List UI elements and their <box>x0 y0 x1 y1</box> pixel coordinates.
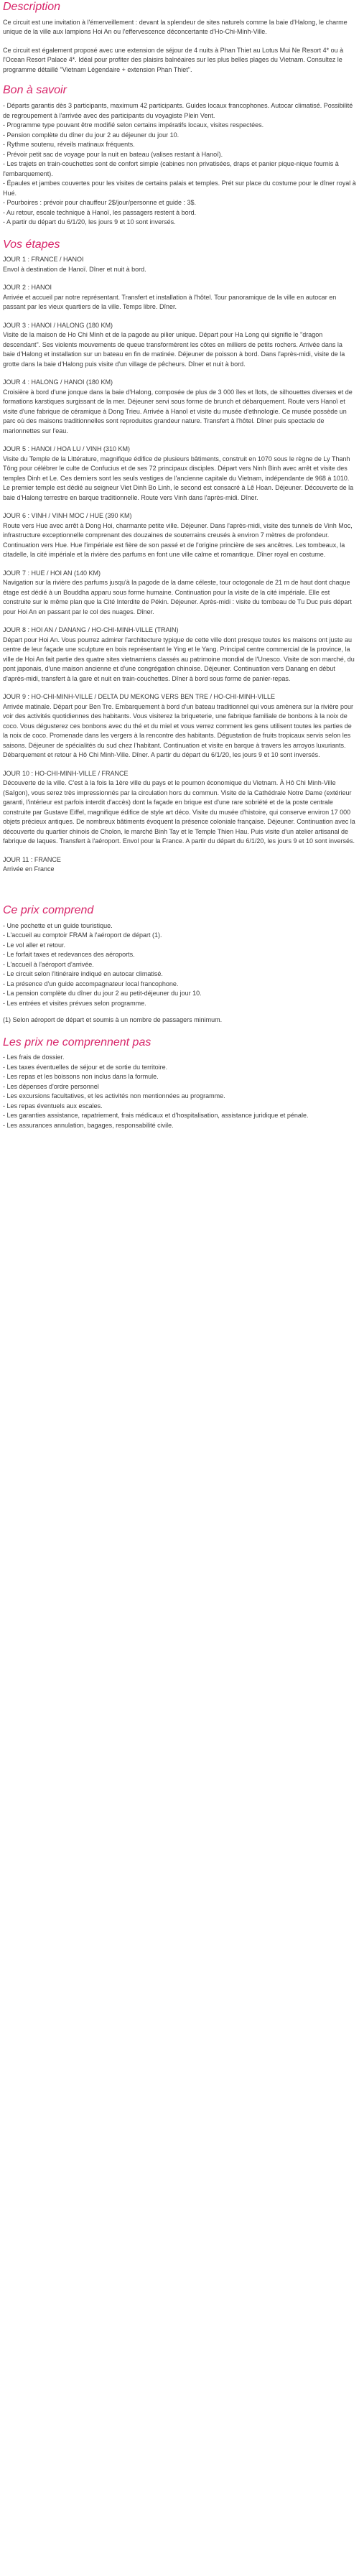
day-title: JOUR 7 : HUE / HOI AN (140 KM) <box>3 569 101 577</box>
good-to-know-item: - Départs garantis dès 3 participants, maximum 42 participants. Guides locaux francophones. Autocar climatisé. Possibilité de regroupement à l'arrivée avec des participants du voyagiste Plein Vent. <box>3 102 353 119</box>
itinerary-day <box>3 692 356 761</box>
itinerary-day <box>3 855 356 875</box>
price-includes-item: - L'accueil au comptoir FRAM à l'aéroport de départ (1). <box>3 931 162 939</box>
day-text: Arrivée matinale. Départ pour Ben Tre. Embarquement à bord d'un bateau traditionnel qui vous amènera sur la rivière pour voir des activités quotidiennes des habitants. Vous visiterez la briqueterie, une fabrique familiale de bonbons à la noix de coco. Vous dégusterez ces bonbons avec du thé et du miel et vous verrez comment les gens utilisent toutes les parties de la noix de coco. Promenade dans les vergers à la rencontre des habitants. Dégustation de fruits tropicaux servis selon les saisons. Déjeuner de spécialités du sud chez l'habitant. Continuation et visite en barque à travers les arroyos luxuriants. Débarquement et retour à Hô Chi Minh-Ville. Dîner. A partir du départ du 6/1/20, les jours 9 et 10 sont inversés. <box>3 702 353 759</box>
day-title: JOUR 2 : HANOI <box>3 284 52 292</box>
good-to-know-item: - Épaules et jambes couvertes pour les visites de certains palais et temples. Prét sur place du costume pour le dîner royal à Hué. <box>3 180 356 197</box>
itinerary-day <box>3 769 356 847</box>
day-title: JOUR 11 : FRANCE <box>3 855 61 863</box>
day-title: JOUR 1 : FRANCE / HANOI <box>3 256 84 264</box>
price-excludes-item: - Les garanties assistance, rapatriement, frais médicaux et d'hospitalisation, assistance juridique et pénale. <box>3 1112 309 1120</box>
price-includes-heading: Ce prix comprend <box>3 903 94 916</box>
description-paragraph-1: Ce circuit est une invitation à l'émerveillement : devant la splendeur de sites naturels comme la baie d'Halong, le charme unique de la ville aux lampions Hoi An ou l'effervescence déconcertante d'Ho-Chi-Minh-Ville. <box>3 18 348 36</box>
price-includes-section <box>3 903 356 1026</box>
itinerary-day <box>3 283 356 312</box>
good-to-know-list <box>3 101 356 228</box>
price-excludes-heading: Les prix ne comprennent pas <box>3 1036 151 1048</box>
day-text: Départ pour Hoi An. Vous pourrez admirer l'architecture typique de cette ville dont presque toutes les maisons ont juste au centre de leur façade une sculpture en bois représentant le Ying et le Yang. Principal centre commercial de la province, la ville de Hoi An fait partie des quatre sites vietnamiens classés au patrimoine mondial de l'Unesco. Visite de son marché, du pont japonais, d'une maison ancienne et d'une congrégation chinoise. Déjeuner. Continuation vers Danang en début d'après-midi, transfert à la gare et nuit en train-couchettes. Dîner à bord sous forme de panier-repas. <box>3 636 355 682</box>
day-title: JOUR 9 : HO-CHI-MINH-VILLE / DELTA DU MEKONG VERS BEN TRE / HO-CHI-MINH-VILLE <box>3 693 276 701</box>
price-excludes-list <box>3 1053 356 1130</box>
price-includes-footnote: (1) Selon aéroport de départ et soumis à un nombre de passagers minimum. <box>3 1016 223 1024</box>
day-text: Arrivée en France <box>3 865 55 873</box>
day-text: Arrivée et accueil par notre représentant. Transfert et installation à l'hôtel. Tour panoramique de la ville en autocar en passant par les vieux quartiers de la ville. Temps libre. Dîner. <box>3 293 337 311</box>
itinerary-day <box>3 255 356 274</box>
day-title: JOUR 5 : HANOI / HOA LU / VINH (310 KM) <box>3 445 131 453</box>
price-excludes-item: - Les assurances annulation, bagages, responsabilité civile. <box>3 1121 174 1129</box>
price-excludes-section <box>3 1036 356 1131</box>
description-paragraph-2: Ce circuit est également proposé avec une extension de séjour de 4 nuits à Phan Thiet au Lotus Mui Ne Resort 4* ou à l'Ocean Resort Palace 4*. Idéal pour profiter des plaisirs balnéaires sur les plus belles plages du Vietnam. Consultez le programme détaillé "Vietnam Légendaire + extension Phan Thiet". <box>3 46 344 73</box>
price-includes-item: - La pension complète du dîner du jour 2 au petit-déjeuner du jour 10. <box>3 990 202 998</box>
price-excludes-item: - Les repas et les boissons non inclus dans la formule. <box>3 1073 159 1081</box>
description-section <box>3 0 356 75</box>
day-title: JOUR 4 : HALONG / HANOI (180 KM) <box>3 378 113 386</box>
day-title: JOUR 6 : VINH / VINH MOC / HUE (390 KM) <box>3 512 132 520</box>
page <box>0 0 359 1130</box>
itinerary-day <box>3 445 356 503</box>
itinerary-section <box>3 238 356 875</box>
price-excludes-item: - Les frais de dossier. <box>3 1054 65 1061</box>
day-text: Découverte de la ville. C'est à la fois la 1ère ville du pays et le poumon économique du Vietnam. À Hô Chi Minh-Ville (Saïgon), vous serez très impressionnés par la circulation hors du commun. Visite de la Cathédrale Notre Dame (extérieur garanti, l'intérieur est parfois interdit d'accès) dont la façade en brique est d'une rare sobriété et de la poste centrale construite par Gustave Eiffel, magnifique édifice de style art déco. Visite du musée d'histoire, qui conserve environ 17 000 objets précieux antiques. De nombreux bâtiments évoquent la présence coloniale française. Déjeuner. Continuation avec la découverte du quartier chinois de Cholon, le marché Binh Tay et le Temple Thien Hau. Puis visite d'un atelier artisanal de fabrique de laques. Transfert à l'aéroport. Envol pour la France. A partir du départ du 6/1/20, les jours 9 et 10 sont inversés. <box>3 779 355 845</box>
price-excludes-item: - Les excursions facultatives, et les activités non mentionnées au programme. <box>3 1092 225 1100</box>
day-text: Route vers Hue avec arrêt à Dong Hoi, charmante petite ville. Déjeuner. Dans l'après-midi, visite des tunnels de Vinh Moc, infrastructure exceptionnelle comprenant des douzaines de souterrains creusés à environ 7 mètres de profondeur. Continuation vers Hue. Hue l'impériale est fière de son passé et de l'origine princière de ses ancêtres. Les tombeaux, la citadelle, la cité impériale et la rivière des parfums en font une ville calme et romantique. Dîner royal en costume. <box>3 521 353 559</box>
price-excludes-item: - Les taxes éventuelles de séjour et de sortie du territoire. <box>3 1063 168 1071</box>
itinerary-heading: Vos étapes <box>3 238 60 251</box>
price-includes-item: - Le circuit selon l'itinéraire indiqué en autocar climatisé. <box>3 970 163 978</box>
price-includes-item: - L'accueil à l'aéroport d'arrivée. <box>3 960 94 968</box>
day-title: JOUR 8 : HOI AN / DANANG / HO-CHI-MINH-VILLE (TRAIN) <box>3 626 179 634</box>
day-text: Navigation sur la rivière des parfums jusqu'à la pagode de la dame céleste, tour octogonale de 21 m de haut dont chaque étage est dédié à un Bouddha apparu sous forme humaine. Continuation pour la visite de la cité impériale. Elle est construite sur le même plan que la Cité Interdite de Pékin. Déjeuner. Après-midi : visite du tombeau de Tu Duc puis départ pour Hoi An en passant par le col des nuages. Dîner. <box>3 579 352 615</box>
day-text: Visite de la maison de Ho Chi Minh et de la pagode au pilier unique. Départ pour Ha Long qui signifie le "dragon descendant". Ses violents mouvements de queue transformèrent les côtes en milliers de petits rochers. Arrivée dans la baie d'Halong et installation sur un bateau en fin de matinée. Déjeuner de poisson à bord. Dans l'après-midi, visite de la grotte dans la baie d'Halong puis visite d'un village de pêcheurs. Dîner et nuit à bord. <box>3 331 345 368</box>
day-title: JOUR 3 : HANOI / HALONG (180 KM) <box>3 321 113 329</box>
itinerary-day <box>3 511 356 560</box>
good-to-know-item: - Au retour, escale technique à Hanoï, les passagers restent à bord. <box>3 208 197 216</box>
price-excludes-item: - Les repas éventuels aux escales. <box>3 1102 103 1110</box>
day-title: JOUR 10 : HO-CHI-MINH-VILLE / FRANCE <box>3 769 129 777</box>
good-to-know-heading: Bon à savoir <box>3 84 67 97</box>
good-to-know-item: - Les trajets en train-couchettes sont de confort simple (cabines non privatisées, draps et panier pique-nique fournis à l'embarquement). <box>3 160 339 177</box>
good-to-know-section <box>3 83 356 227</box>
good-to-know-item: - Programme type pouvant être modifié selon certains impératifs locaux, visites respectées. <box>3 121 264 129</box>
price-includes-list <box>3 921 356 1009</box>
day-text: Visite du Temple de la Littérature, magnifique édifice de plusieurs bâtiments, construit en 1070 sous le règne de Ly Thanh Tông pour célébrer le culte de Confucius et de ses 72 principaux disciples. Départ vers Ninh Binh avec arrêt et visite des temples Dinh et Le. Ces derniers sont les seuls vestiges de l'ancienne capitale du Vietnam, indépendante de 968 à 1010. Le premier temple est dédié au seigneur Viet Dinh Bo Linh, le second est consacré à Lê Hoan. Déjeuner. Découverte de la baie d'Halong terrestre en barque traditionnelle. Route vers Vinh dans l'après-midi. Dîner. <box>3 455 354 501</box>
itinerary-day <box>3 626 356 684</box>
good-to-know-item: - Rythme soutenu, réveils matinaux fréquents. <box>3 141 135 149</box>
good-to-know-item: - A partir du départ du 6/1/20, les jours 9 et 10 sont inversés. <box>3 218 176 226</box>
itinerary-day <box>3 321 356 370</box>
price-includes-item: - Le forfait taxes et redevances des aéroports. <box>3 951 135 959</box>
price-includes-item: - La présence d'un guide accompagnateur local francophone. <box>3 980 179 987</box>
good-to-know-item: - Pension complète du dîner du jour 2 au déjeuner du jour 10. <box>3 131 180 139</box>
description-heading: Description <box>3 1 61 13</box>
itinerary-day <box>3 378 356 436</box>
day-text: Croisière à bord d'une jonque dans la baie d'Halong, composée de plus de 3 000 îles et îlots, de silhouettes diverses et de formations karstiques surgissant de la mer. Déjeuner servi sous forme de brunch et débarquement. Route vers Hanoï et visite d'une fabrique de céramique à Dong Trieu. Arrivée à Hanoï et visite du musée d'ethnologie. Ce musée possède un parc où des maisons traditionnelles sont reproduites grandeur nature. Transfert à l'hôtel. Dîner puis spectacle de marionnettes sur l'eau. <box>3 388 353 434</box>
price-excludes-item: - Les dépenses d'ordre personnel <box>3 1082 99 1090</box>
good-to-know-item: - Prévoir petit sac de voyage pour la nuit en bateau (valises restant à Hanoï). <box>3 150 223 158</box>
price-includes-item: - Le vol aller et retour. <box>3 941 66 949</box>
good-to-know-item: - Pourboires : prévoir pour chauffeur 2$/jour/personne et guide : 3$. <box>3 199 196 207</box>
itinerary-day <box>3 569 356 618</box>
day-text: Envol à destination de Hanoï. Dîner et nuit à bord. <box>3 265 146 273</box>
price-includes-item: - Une pochette et un guide touristique. <box>3 921 113 929</box>
price-includes-item: - Les entrées et visites prévues selon programme. <box>3 999 146 1007</box>
